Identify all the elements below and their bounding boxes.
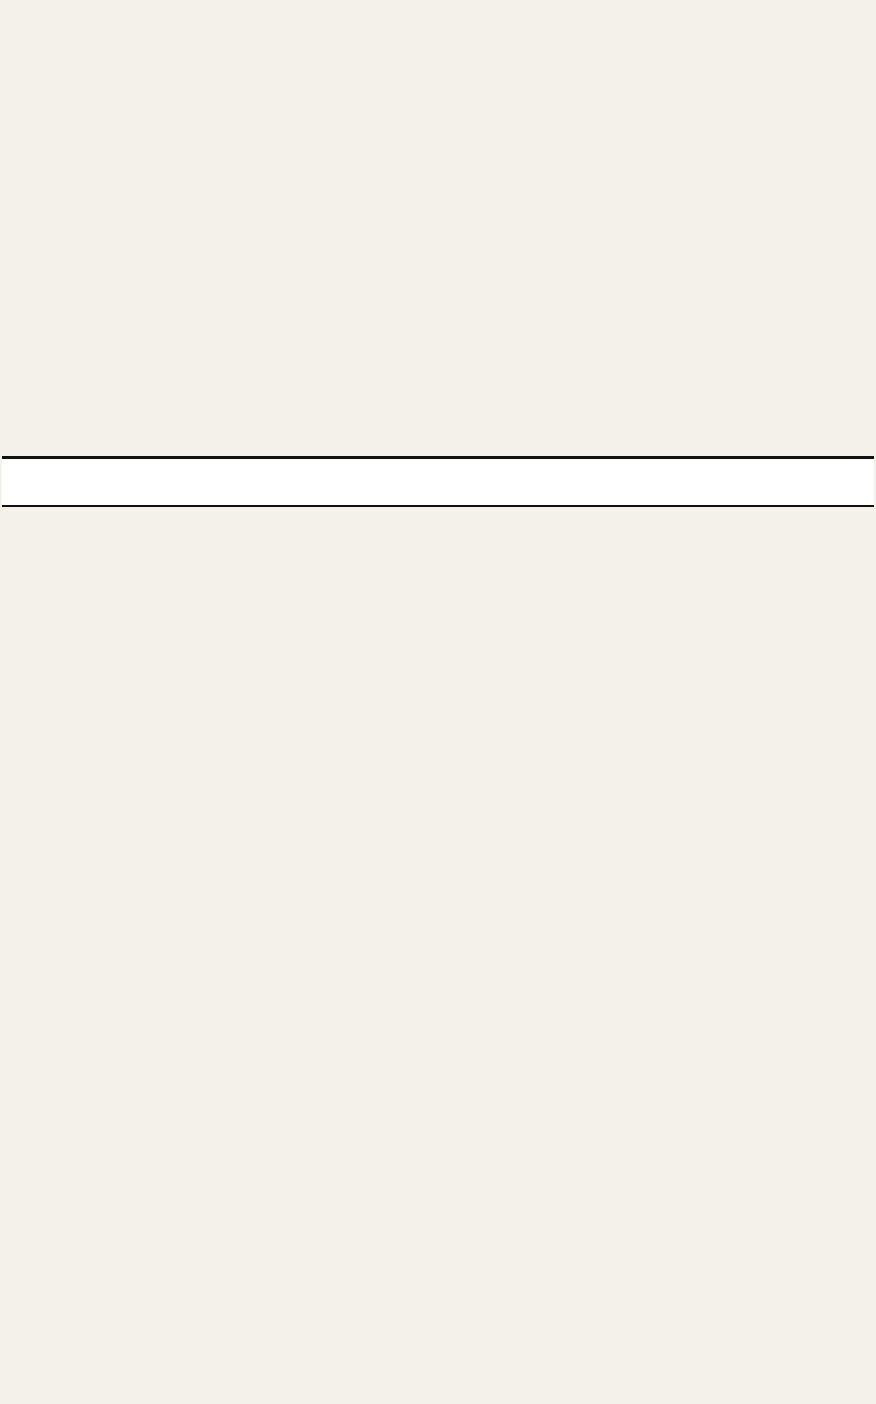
home-service-guide-banner <box>2 456 874 507</box>
page-header <box>0 0 876 12</box>
help-wanted-section <box>2 13 874 453</box>
guide-title <box>42 461 832 493</box>
service-directory-section <box>2 504 874 1402</box>
